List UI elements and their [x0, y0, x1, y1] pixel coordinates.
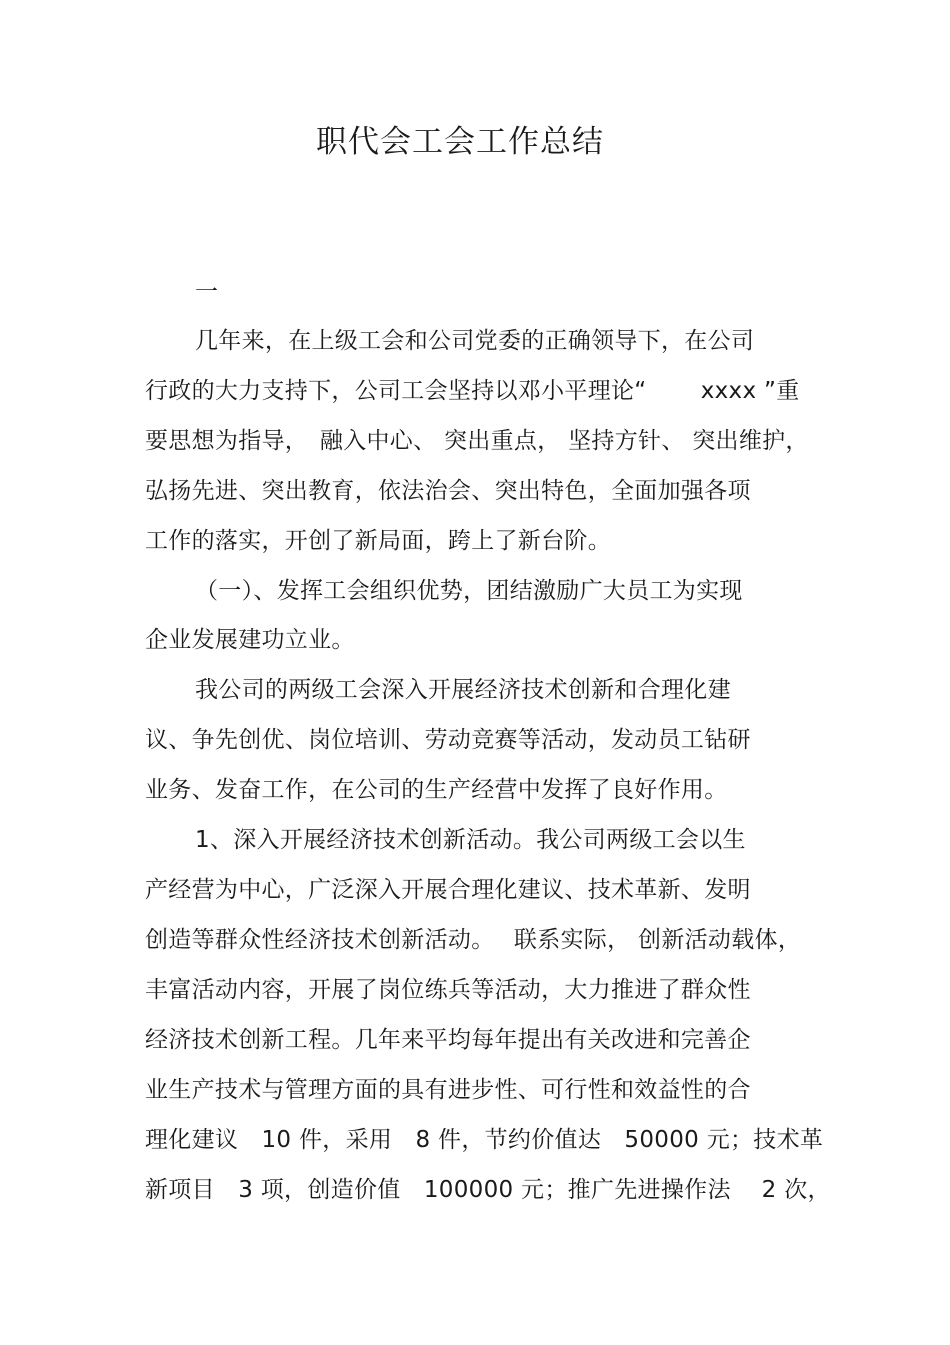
- paragraph-line-6: 我公司的两级工会深入开展经济技术创新和合理化建: [195, 677, 731, 703]
- paragraph-line-9: 1、深入开展经济技术创新活动。我公司两级工会以生: [195, 827, 746, 853]
- paragraph-line-12: 丰富活动内容，开展了岗位练兵等活动，大力推进了群众性: [145, 977, 751, 1003]
- paragraph-line-15: 理化建议 10 件，采用 8 件，节约价值达 50000 元；技术革: [145, 1127, 824, 1153]
- paragraph-line-3: 要思想为指导， 融入中心、 突出重点， 坚持方针、 突出维护，: [145, 428, 809, 454]
- section-mark: 一: [195, 279, 219, 305]
- paragraph-line-5: 工作的落实，开创了新局面，跨上了新台阶。: [145, 528, 611, 554]
- paragraph-line-4: 弘扬先进、突出教育，依法治会、突出特色，全面加强各项: [145, 478, 751, 504]
- paragraph-line-1: 几年来，在上级工会和公司党委的正确领导下，在公司: [195, 328, 755, 354]
- paragraph-line-14: 业生产技术与管理方面的具有进步性、可行性和效益性的合: [145, 1077, 751, 1103]
- paragraph-line-11: 创造等群众性经济技术创新活动。 联系实际， 创新活动载体，: [145, 927, 802, 953]
- paragraph-line-16: 新项目 3 项，创造价值 100000 元；推广先进操作法 2 次，: [145, 1177, 831, 1203]
- section-heading-line-2: 企业发展建功立业。: [145, 627, 355, 653]
- section-heading-line-1: （一）、发挥工会组织优势，团结激励广大员工为实现: [195, 578, 743, 604]
- paragraph-line-2: 行政的大力支持下，公司工会坚持以邓小平理论“ xxxx ”重: [145, 378, 800, 404]
- paragraph-line-7: 议、争先创优、岗位培训、劳动竞赛等活动，发动员工钻研: [145, 727, 751, 753]
- paragraph-line-10: 产经营为中心，广泛深入开展合理化建议、技术革新、发明: [145, 877, 751, 903]
- document-title: 职代会工会工作总结: [316, 124, 604, 160]
- paragraph-line-8: 业务、发奋工作，在公司的生产经营中发挥了良好作用。: [145, 777, 728, 803]
- paragraph-line-13: 经济技术创新工程。几年来平均每年提出有关改进和完善企: [145, 1027, 751, 1053]
